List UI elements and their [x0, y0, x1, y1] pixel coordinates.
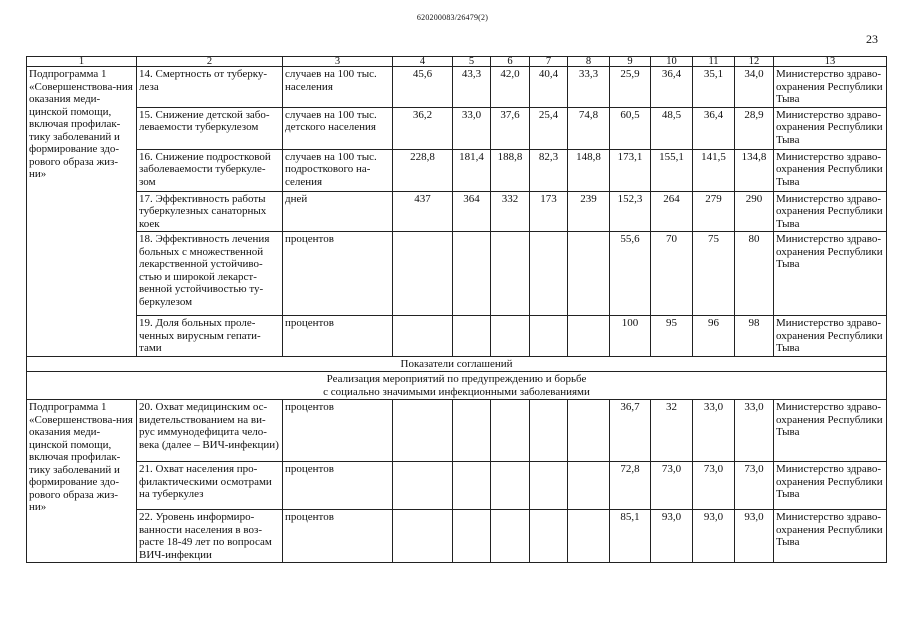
responsible-org: Министерство здраво-охранения Республики Тыва	[774, 107, 887, 149]
value-cell: 181,4	[453, 149, 491, 191]
value-cell: 332	[491, 191, 530, 232]
value-cell	[453, 462, 491, 510]
value-cell: 279	[693, 191, 735, 232]
table-row	[27, 510, 887, 563]
value-cell: 173	[530, 191, 568, 232]
responsible-org: Министерство здраво-охранения Республики Тыва	[774, 232, 887, 316]
value-cell	[530, 316, 568, 357]
indicator-name: 16. Снижение подростковой заболеваемости туберкуле-зом	[137, 149, 283, 191]
value-cell	[393, 462, 453, 510]
value-cell: 264	[651, 191, 693, 232]
value-cell: 173,1	[610, 149, 651, 191]
value-cell: 152,3	[610, 191, 651, 232]
value-cell	[491, 462, 530, 510]
indicator-name: 17. Эффективность работы туберкулезных санаторных коек	[137, 191, 283, 232]
value-cell	[530, 400, 568, 462]
column-header-2: 2	[137, 57, 283, 67]
column-header-9: 9	[610, 57, 651, 67]
value-cell: 73,0	[651, 462, 693, 510]
value-cell	[568, 232, 610, 316]
value-cell: 80	[735, 232, 774, 316]
indicator-name: 22. Уровень информиро-ванности населения в воз-расте 18-49 лет по вопросам ВИЧ-инфекции	[137, 510, 283, 563]
column-header-4: 4	[393, 57, 453, 67]
value-cell: 155,1	[651, 149, 693, 191]
indicator-name: 18. Эффективность лечения больных с множественной лекарственной устойчиво-стью и широкой лекарст-венной устойчивостью ту-беркулезом	[137, 232, 283, 316]
value-cell: 45,6	[393, 67, 453, 108]
unit-cell: процентов	[283, 232, 393, 316]
value-cell: 34,0	[735, 67, 774, 108]
subsection-row	[27, 372, 887, 400]
section-title: Показатели соглашений	[27, 356, 887, 372]
value-cell: 75	[693, 232, 735, 316]
value-cell: 239	[568, 191, 610, 232]
document-id: 620200083/26479(2)	[416, 13, 489, 22]
column-header-7: 7	[530, 57, 568, 67]
responsible-org: Министерство здраво-охранения Республики Тыва	[774, 67, 887, 108]
value-cell: 60,5	[610, 107, 651, 149]
table-row	[27, 316, 887, 357]
value-cell	[453, 510, 491, 563]
unit-cell: случаев на 100 тыс. населения	[283, 67, 393, 108]
table-row	[27, 462, 887, 510]
column-header-12: 12	[735, 57, 774, 67]
value-cell: 55,6	[610, 232, 651, 316]
table-row	[27, 67, 887, 108]
value-cell: 93,0	[735, 510, 774, 563]
table-row	[27, 149, 887, 191]
value-cell: 36,4	[693, 107, 735, 149]
value-cell: 33,0	[693, 400, 735, 462]
table-row	[27, 191, 887, 232]
responsible-org: Министерство здраво-охранения Республики Тыва	[774, 400, 887, 462]
value-cell	[568, 400, 610, 462]
unit-cell: процентов	[283, 510, 393, 563]
value-cell: 134,8	[735, 149, 774, 191]
value-cell: 36,4	[651, 67, 693, 108]
column-header-5: 5	[453, 57, 491, 67]
value-cell: 33,0	[735, 400, 774, 462]
value-cell: 25,4	[530, 107, 568, 149]
value-cell: 72,8	[610, 462, 651, 510]
indicator-name: 19. Доля больных проле-ченных вирусным гепати-тами	[137, 316, 283, 357]
table-row	[27, 400, 887, 462]
program-cell: Подпрограмма 1 «Совершенствова-ния оказания меди-цинской помощи, включая профилак-тику заболеваний и формирование здо-рового образа жиз-ни»	[27, 67, 137, 357]
indicators-table	[26, 56, 887, 563]
value-cell: 70	[651, 232, 693, 316]
value-cell: 48,5	[651, 107, 693, 149]
program-cell: Подпрограмма 1 «Совершенствова-ния оказания меди-цинской помощи, включая профилак-тику заболеваний и формирование здо-рового образа жиз-ни»	[27, 400, 137, 563]
value-cell	[491, 316, 530, 357]
value-cell	[530, 232, 568, 316]
value-cell: 100	[610, 316, 651, 357]
value-cell: 93,0	[693, 510, 735, 563]
value-cell: 73,0	[735, 462, 774, 510]
value-cell	[393, 232, 453, 316]
subsection-title	[27, 372, 887, 400]
unit-cell: процентов	[283, 462, 393, 510]
value-cell: 36,2	[393, 107, 453, 149]
value-cell	[491, 510, 530, 563]
indicator-name: 15. Снижение детской забо-леваемости туберкулезом	[137, 107, 283, 149]
value-cell	[568, 510, 610, 563]
indicator-name: 14. Смертность от туберку-леза	[137, 67, 283, 108]
unit-cell: случаев на 100 тыс. подросткового на-селения	[283, 149, 393, 191]
value-cell	[393, 400, 453, 462]
section-row	[27, 356, 887, 372]
value-cell: 188,8	[491, 149, 530, 191]
value-cell	[530, 510, 568, 563]
value-cell: 148,8	[568, 149, 610, 191]
responsible-org: Министерство здраво-охранения Республики Тыва	[774, 462, 887, 510]
unit-cell: случаев на 100 тыс. детского населения	[283, 107, 393, 149]
value-cell: 85,1	[610, 510, 651, 563]
value-cell: 141,5	[693, 149, 735, 191]
table-row	[27, 107, 887, 149]
indicator-name: 21. Охват населения про-филактическими осмотрами на туберкулез	[137, 462, 283, 510]
value-cell: 82,3	[530, 149, 568, 191]
value-cell	[393, 316, 453, 357]
value-cell	[491, 232, 530, 316]
column-header-3: 3	[283, 57, 393, 67]
value-cell: 32	[651, 400, 693, 462]
value-cell: 40,4	[530, 67, 568, 108]
value-cell: 25,9	[610, 67, 651, 108]
value-cell: 33,0	[453, 107, 491, 149]
header-row	[27, 57, 887, 67]
value-cell: 36,7	[610, 400, 651, 462]
responsible-org: Министерство здраво-охранения Республики Тыва	[774, 191, 887, 232]
value-cell: 28,9	[735, 107, 774, 149]
value-cell	[453, 316, 491, 357]
value-cell: 290	[735, 191, 774, 232]
value-cell: 35,1	[693, 67, 735, 108]
responsible-org: Министерство здраво-охранения Республики Тыва	[774, 510, 887, 563]
column-header-6: 6	[491, 57, 530, 67]
value-cell: 96	[693, 316, 735, 357]
value-cell: 95	[651, 316, 693, 357]
value-cell	[393, 510, 453, 563]
value-cell	[568, 462, 610, 510]
value-cell	[530, 462, 568, 510]
column-header-13: 13	[774, 57, 887, 67]
subsection-line-2: с социально значимыми инфекционными заболеваниями	[323, 385, 590, 398]
responsible-org: Министерство здраво-охранения Республики Тыва	[774, 149, 887, 191]
value-cell: 42,0	[491, 67, 530, 108]
value-cell: 93,0	[651, 510, 693, 563]
column-header-11: 11	[693, 57, 735, 67]
value-cell: 43,3	[453, 67, 491, 108]
value-cell	[453, 400, 491, 462]
responsible-org: Министерство здраво-охранения Республики Тыва	[774, 316, 887, 357]
value-cell: 73,0	[693, 462, 735, 510]
value-cell	[568, 316, 610, 357]
subsection-line-1: Реализация мероприятий по предупреждению и борьбе	[326, 373, 587, 385]
column-header-10: 10	[651, 57, 693, 67]
value-cell: 33,3	[568, 67, 610, 108]
unit-cell: процентов	[283, 400, 393, 462]
value-cell	[453, 232, 491, 316]
value-cell: 98	[735, 316, 774, 357]
column-header-1: 1	[27, 57, 137, 67]
value-cell: 437	[393, 191, 453, 232]
value-cell: 228,8	[393, 149, 453, 191]
value-cell	[491, 400, 530, 462]
indicator-name: 20. Охват медицинским ос-видетельствованием на ви-рус иммунодефицита чело-века (далее – ВИЧ-инфекции)	[137, 400, 283, 462]
value-cell: 74,8	[568, 107, 610, 149]
table-row	[27, 232, 887, 316]
page-number: 23	[866, 32, 878, 46]
unit-cell: дней	[283, 191, 393, 232]
value-cell: 37,6	[491, 107, 530, 149]
column-header-8: 8	[568, 57, 610, 67]
unit-cell: процентов	[283, 316, 393, 357]
value-cell: 364	[453, 191, 491, 232]
